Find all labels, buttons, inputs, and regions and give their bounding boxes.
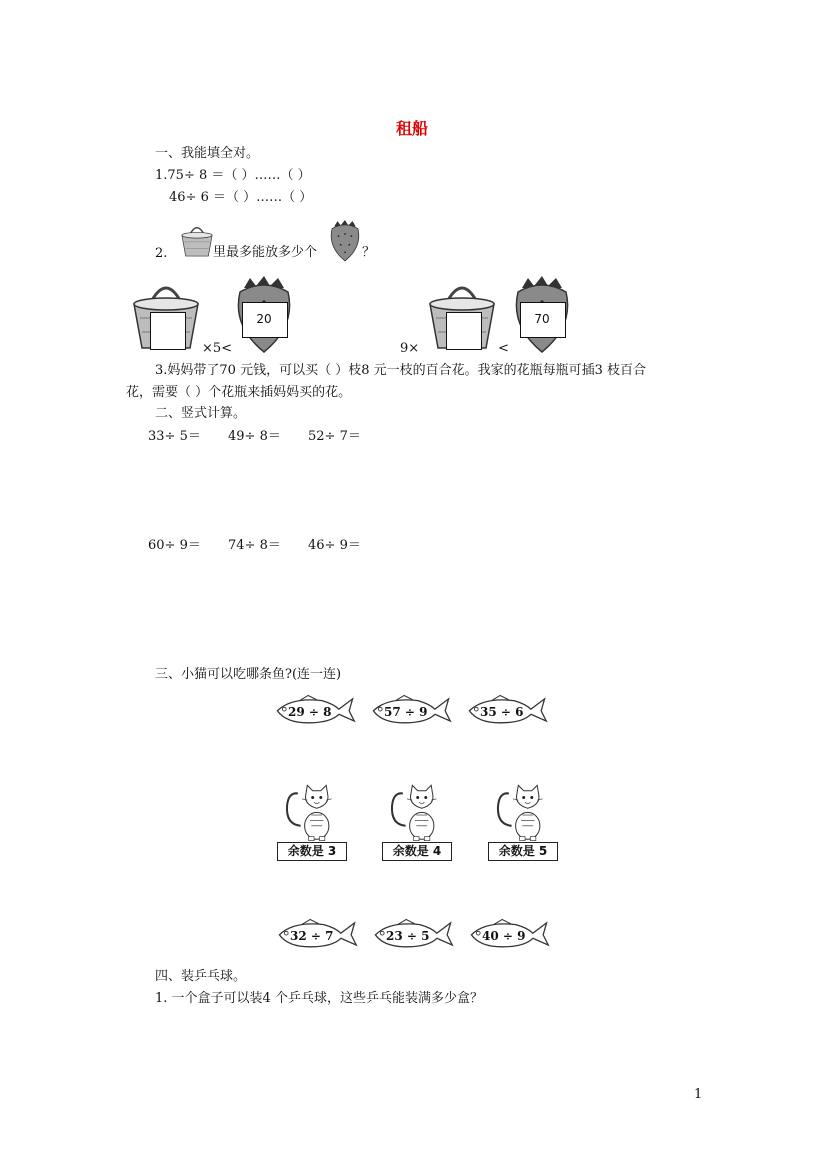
cat-remainder-5[interactable]: 余数是 5	[488, 842, 558, 861]
strawberry-icon	[328, 220, 362, 262]
question-2-mark: ？	[362, 245, 376, 260]
question-2-text: 里最多能放多少个	[213, 245, 318, 260]
fish-bottom-1-label: 32 ÷ 7	[290, 929, 334, 943]
section-1-heading: 一、我能填全对。	[155, 146, 260, 161]
question-4-1: 1. 一个盒子可以装4 个乒乓球，这些乒乓能装满多少盒？	[155, 991, 483, 1006]
calc-60-9: 60÷ 9＝	[148, 538, 201, 553]
question-3-line-1: 3.妈妈带了70 元钱，可以买（ ）枝8 元一枝的百合花。我家的花瓶每瓶可插3 枝百合	[155, 363, 647, 378]
less-than-sign: <	[498, 341, 509, 356]
calc-52-7: 52÷ 7＝	[308, 429, 361, 444]
section-3-heading: 三、小猫可以吃哪条鱼?(连一连)	[155, 667, 342, 682]
times-five-less-than: ×5<	[202, 341, 233, 356]
strawberry-count-1: 20	[256, 312, 272, 326]
fish-bottom-2-label: 23 ÷ 5	[386, 929, 430, 943]
nine-times: 9×	[400, 341, 420, 356]
calc-46-9: 46÷ 9＝	[308, 538, 361, 553]
question-3-line-2: 花，需要（ ）个花瓶来插妈妈买的花。	[126, 385, 352, 400]
cat-icon	[488, 784, 554, 842]
cat-icon	[277, 784, 343, 842]
section-2-heading: 二、竖式计算。	[155, 406, 247, 421]
question-2-number: 2.	[155, 246, 168, 261]
page-number: 1	[694, 1087, 703, 1102]
answer-box-basket-1[interactable]	[150, 312, 186, 350]
cat-remainder-3[interactable]: 余数是 3	[277, 842, 347, 861]
calc-74-8: 74÷ 8＝	[228, 538, 281, 553]
fish-bottom-3-label: 40 ÷ 9	[482, 929, 526, 943]
page-title: 租船	[396, 119, 429, 138]
question-1a: 1.75÷ 8 ＝（ ）……（ ）	[155, 168, 311, 183]
cat-remainder-4[interactable]: 余数是 4	[382, 842, 452, 861]
strawberry-count-2: 70	[534, 312, 550, 326]
question-1b: 46÷ 6 ＝（ ）……（ ）	[169, 190, 313, 205]
cat-icon	[382, 784, 448, 842]
fish-top-1-label: 29 ÷ 8	[288, 705, 332, 719]
calc-33-5: 33÷ 5＝	[148, 429, 201, 444]
answer-box-basket-2[interactable]	[446, 312, 482, 350]
basket-icon	[180, 220, 214, 260]
fish-top-3-label: 35 ÷ 6	[480, 705, 524, 719]
section-4-heading: 四、装乒乓球。	[155, 969, 247, 984]
calc-49-8: 49÷ 8＝	[228, 429, 281, 444]
fish-top-2-label: 57 ÷ 9	[384, 705, 428, 719]
